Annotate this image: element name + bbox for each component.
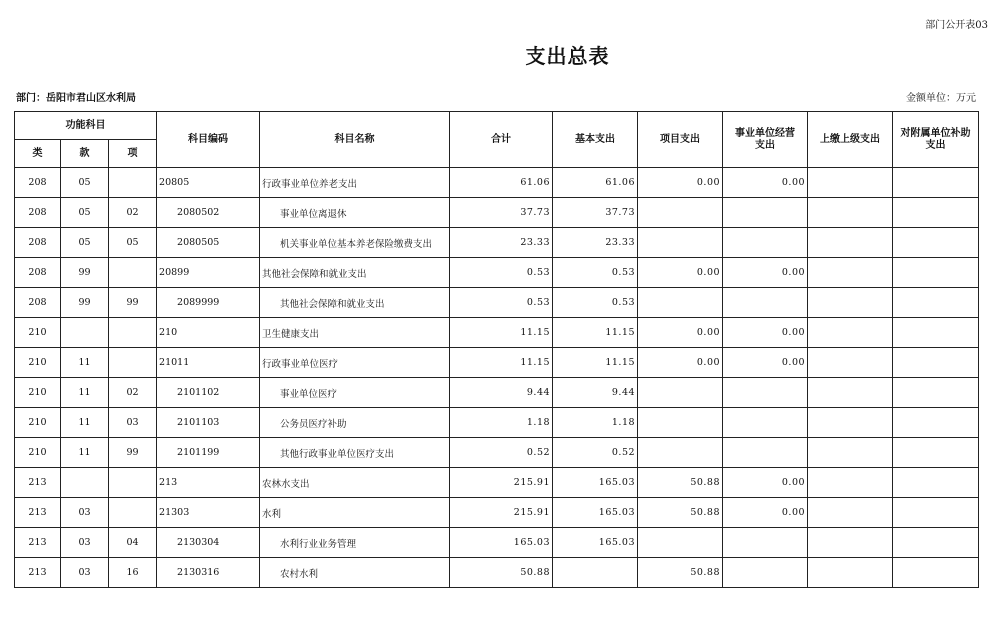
cell-business: 0.00 bbox=[723, 318, 808, 348]
table-row bbox=[15, 228, 979, 258]
table-row bbox=[15, 468, 979, 498]
cell-total: 61.06 bbox=[450, 168, 553, 198]
cell-code: 2130316 bbox=[157, 558, 260, 588]
cell-kuan: 11 bbox=[61, 348, 109, 378]
cell-lei: 210 bbox=[15, 408, 61, 438]
cell-basic: 23.33 bbox=[553, 228, 638, 258]
table-row bbox=[15, 288, 979, 318]
cell-code: 20899 bbox=[157, 258, 260, 288]
cell-name: 水利 bbox=[260, 498, 450, 528]
cell-name: 农村水利 bbox=[260, 558, 450, 588]
header-kuan: 款 bbox=[61, 140, 109, 168]
cell-lei: 210 bbox=[15, 378, 61, 408]
cell-name: 事业单位离退休 bbox=[260, 198, 450, 228]
cell-total: 11.15 bbox=[450, 348, 553, 378]
cell-total: 215.91 bbox=[450, 498, 553, 528]
header-subsidy: 对附属单位补助支出 bbox=[893, 112, 979, 168]
table-body bbox=[15, 168, 979, 588]
cell-project: 0.00 bbox=[638, 348, 723, 378]
cell-lei: 210 bbox=[15, 348, 61, 378]
table-row bbox=[15, 318, 979, 348]
table-row bbox=[15, 528, 979, 558]
cell-name: 农林水支出 bbox=[260, 468, 450, 498]
cell-total: 215.91 bbox=[450, 468, 553, 498]
cell-project bbox=[638, 228, 723, 258]
header-business: 事业单位经营支出 bbox=[723, 112, 808, 168]
cell-xiang: 99 bbox=[109, 438, 157, 468]
cell-basic: 61.06 bbox=[553, 168, 638, 198]
cell-total: 50.88 bbox=[450, 558, 553, 588]
cell-business bbox=[723, 198, 808, 228]
cell-upper bbox=[808, 438, 893, 468]
cell-upper bbox=[808, 198, 893, 228]
cell-lei: 213 bbox=[15, 528, 61, 558]
cell-code: 2101102 bbox=[157, 378, 260, 408]
cell-project bbox=[638, 198, 723, 228]
cell-upper bbox=[808, 468, 893, 498]
cell-upper bbox=[808, 318, 893, 348]
cell-project: 50.88 bbox=[638, 468, 723, 498]
cell-code: 21011 bbox=[157, 348, 260, 378]
cell-xiang bbox=[109, 168, 157, 198]
header-upper: 上缴上级支出 bbox=[808, 112, 893, 168]
cell-name: 其他社会保障和就业支出 bbox=[260, 258, 450, 288]
cell-basic: 0.53 bbox=[553, 288, 638, 318]
cell-subsidy bbox=[893, 198, 979, 228]
cell-business bbox=[723, 528, 808, 558]
cell-basic: 0.53 bbox=[553, 258, 638, 288]
cell-kuan bbox=[61, 468, 109, 498]
cell-total: 165.03 bbox=[450, 528, 553, 558]
cell-subsidy bbox=[893, 468, 979, 498]
cell-basic: 11.15 bbox=[553, 318, 638, 348]
cell-project bbox=[638, 438, 723, 468]
header-xiang: 项 bbox=[109, 140, 157, 168]
cell-business bbox=[723, 378, 808, 408]
cell-kuan: 03 bbox=[61, 558, 109, 588]
cell-subsidy bbox=[893, 168, 979, 198]
expenditure-table bbox=[14, 111, 979, 588]
cell-xiang: 02 bbox=[109, 378, 157, 408]
cell-lei: 210 bbox=[15, 318, 61, 348]
cell-lei: 213 bbox=[15, 468, 61, 498]
cell-total: 1.18 bbox=[450, 408, 553, 438]
table-row bbox=[15, 498, 979, 528]
cell-name: 其他社会保障和就业支出 bbox=[260, 288, 450, 318]
cell-business bbox=[723, 288, 808, 318]
header-total: 合计 bbox=[450, 112, 553, 168]
header-code: 科目编码 bbox=[157, 112, 260, 168]
cell-code: 2101103 bbox=[157, 408, 260, 438]
cell-project bbox=[638, 288, 723, 318]
cell-name: 其他行政事业单位医疗支出 bbox=[260, 438, 450, 468]
cell-basic bbox=[553, 558, 638, 588]
cell-xiang bbox=[109, 468, 157, 498]
cell-name: 行政事业单位医疗 bbox=[260, 348, 450, 378]
table-row bbox=[15, 168, 979, 198]
cell-business bbox=[723, 228, 808, 258]
cell-lei: 208 bbox=[15, 288, 61, 318]
cell-code: 20805 bbox=[157, 168, 260, 198]
cell-kuan: 03 bbox=[61, 528, 109, 558]
cell-total: 0.53 bbox=[450, 288, 553, 318]
cell-xiang bbox=[109, 258, 157, 288]
cell-code: 2080502 bbox=[157, 198, 260, 228]
cell-upper bbox=[808, 348, 893, 378]
cell-code: 2101199 bbox=[157, 438, 260, 468]
cell-basic: 1.18 bbox=[553, 408, 638, 438]
table-row bbox=[15, 348, 979, 378]
table-row bbox=[15, 258, 979, 288]
cell-name: 卫生健康支出 bbox=[260, 318, 450, 348]
cell-code: 2089999 bbox=[157, 288, 260, 318]
cell-total: 11.15 bbox=[450, 318, 553, 348]
cell-subsidy bbox=[893, 498, 979, 528]
cell-project: 0.00 bbox=[638, 318, 723, 348]
cell-name: 事业单位医疗 bbox=[260, 378, 450, 408]
cell-name: 行政事业单位养老支出 bbox=[260, 168, 450, 198]
cell-upper bbox=[808, 558, 893, 588]
cell-subsidy bbox=[893, 228, 979, 258]
cell-lei: 213 bbox=[15, 558, 61, 588]
cell-lei: 208 bbox=[15, 258, 61, 288]
cell-xiang: 05 bbox=[109, 228, 157, 258]
cell-kuan: 11 bbox=[61, 408, 109, 438]
cell-business: 0.00 bbox=[723, 498, 808, 528]
cell-business bbox=[723, 438, 808, 468]
cell-project bbox=[638, 378, 723, 408]
cell-basic: 37.73 bbox=[553, 198, 638, 228]
cell-upper bbox=[808, 258, 893, 288]
page-title: 支出总表 bbox=[525, 44, 610, 68]
cell-xiang bbox=[109, 318, 157, 348]
cell-upper bbox=[808, 528, 893, 558]
cell-kuan: 05 bbox=[61, 198, 109, 228]
cell-name: 水利行业业务管理 bbox=[260, 528, 450, 558]
cell-business: 0.00 bbox=[723, 168, 808, 198]
cell-upper bbox=[808, 408, 893, 438]
cell-basic: 165.03 bbox=[553, 468, 638, 498]
cell-project: 50.88 bbox=[638, 498, 723, 528]
department-label: 部门：岳阳市君山区水利局 bbox=[16, 93, 136, 104]
cell-code: 210 bbox=[157, 318, 260, 348]
cell-upper bbox=[808, 168, 893, 198]
cell-subsidy bbox=[893, 318, 979, 348]
cell-kuan: 03 bbox=[61, 498, 109, 528]
cell-xiang: 02 bbox=[109, 198, 157, 228]
cell-name: 公务员医疗补助 bbox=[260, 408, 450, 438]
cell-upper bbox=[808, 378, 893, 408]
cell-business: 0.00 bbox=[723, 258, 808, 288]
cell-project bbox=[638, 528, 723, 558]
table-row bbox=[15, 198, 979, 228]
cell-project: 0.00 bbox=[638, 258, 723, 288]
cell-xiang: 99 bbox=[109, 288, 157, 318]
header-func-subject: 功能科目 bbox=[15, 112, 157, 140]
cell-project: 50.88 bbox=[638, 558, 723, 588]
cell-total: 9.44 bbox=[450, 378, 553, 408]
cell-business bbox=[723, 408, 808, 438]
cell-code: 2080505 bbox=[157, 228, 260, 258]
amount-unit-label: 金额单位：万元 bbox=[906, 93, 976, 104]
cell-basic: 165.03 bbox=[553, 528, 638, 558]
cell-name: 机关事业单位基本养老保险缴费支出 bbox=[260, 228, 450, 258]
cell-code: 2130304 bbox=[157, 528, 260, 558]
header-project: 项目支出 bbox=[638, 112, 723, 168]
cell-subsidy bbox=[893, 408, 979, 438]
cell-kuan: 99 bbox=[61, 258, 109, 288]
cell-basic: 0.52 bbox=[553, 438, 638, 468]
cell-business: 0.00 bbox=[723, 468, 808, 498]
table-row bbox=[15, 378, 979, 408]
cell-kuan: 11 bbox=[61, 438, 109, 468]
cell-total: 37.73 bbox=[450, 198, 553, 228]
cell-upper bbox=[808, 498, 893, 528]
cell-xiang bbox=[109, 498, 157, 528]
table-row bbox=[15, 558, 979, 588]
header-name: 科目名称 bbox=[260, 112, 450, 168]
cell-xiang: 03 bbox=[109, 408, 157, 438]
cell-subsidy bbox=[893, 378, 979, 408]
cell-lei: 208 bbox=[15, 198, 61, 228]
cell-business bbox=[723, 558, 808, 588]
cell-kuan: 05 bbox=[61, 168, 109, 198]
cell-basic: 9.44 bbox=[553, 378, 638, 408]
cell-subsidy bbox=[893, 348, 979, 378]
cell-basic: 11.15 bbox=[553, 348, 638, 378]
table-row bbox=[15, 408, 979, 438]
cell-xiang: 04 bbox=[109, 528, 157, 558]
cell-lei: 213 bbox=[15, 498, 61, 528]
cell-upper bbox=[808, 288, 893, 318]
cell-project bbox=[638, 408, 723, 438]
cell-business: 0.00 bbox=[723, 348, 808, 378]
form-number: 部门公开表03 bbox=[925, 20, 988, 31]
cell-code: 213 bbox=[157, 468, 260, 498]
cell-subsidy bbox=[893, 288, 979, 318]
cell-xiang: 16 bbox=[109, 558, 157, 588]
cell-total: 0.53 bbox=[450, 258, 553, 288]
cell-subsidy bbox=[893, 438, 979, 468]
cell-code: 21303 bbox=[157, 498, 260, 528]
cell-subsidy bbox=[893, 558, 979, 588]
header-basic: 基本支出 bbox=[553, 112, 638, 168]
cell-kuan bbox=[61, 318, 109, 348]
cell-upper bbox=[808, 228, 893, 258]
cell-lei: 208 bbox=[15, 228, 61, 258]
table-row bbox=[15, 438, 979, 468]
cell-kuan: 05 bbox=[61, 228, 109, 258]
cell-project: 0.00 bbox=[638, 168, 723, 198]
cell-kuan: 11 bbox=[61, 378, 109, 408]
cell-lei: 208 bbox=[15, 168, 61, 198]
cell-subsidy bbox=[893, 528, 979, 558]
cell-total: 0.52 bbox=[450, 438, 553, 468]
cell-kuan: 99 bbox=[61, 288, 109, 318]
cell-xiang bbox=[109, 348, 157, 378]
cell-basic: 165.03 bbox=[553, 498, 638, 528]
cell-total: 23.33 bbox=[450, 228, 553, 258]
cell-lei: 210 bbox=[15, 438, 61, 468]
cell-subsidy bbox=[893, 258, 979, 288]
header-lei: 类 bbox=[15, 140, 61, 168]
